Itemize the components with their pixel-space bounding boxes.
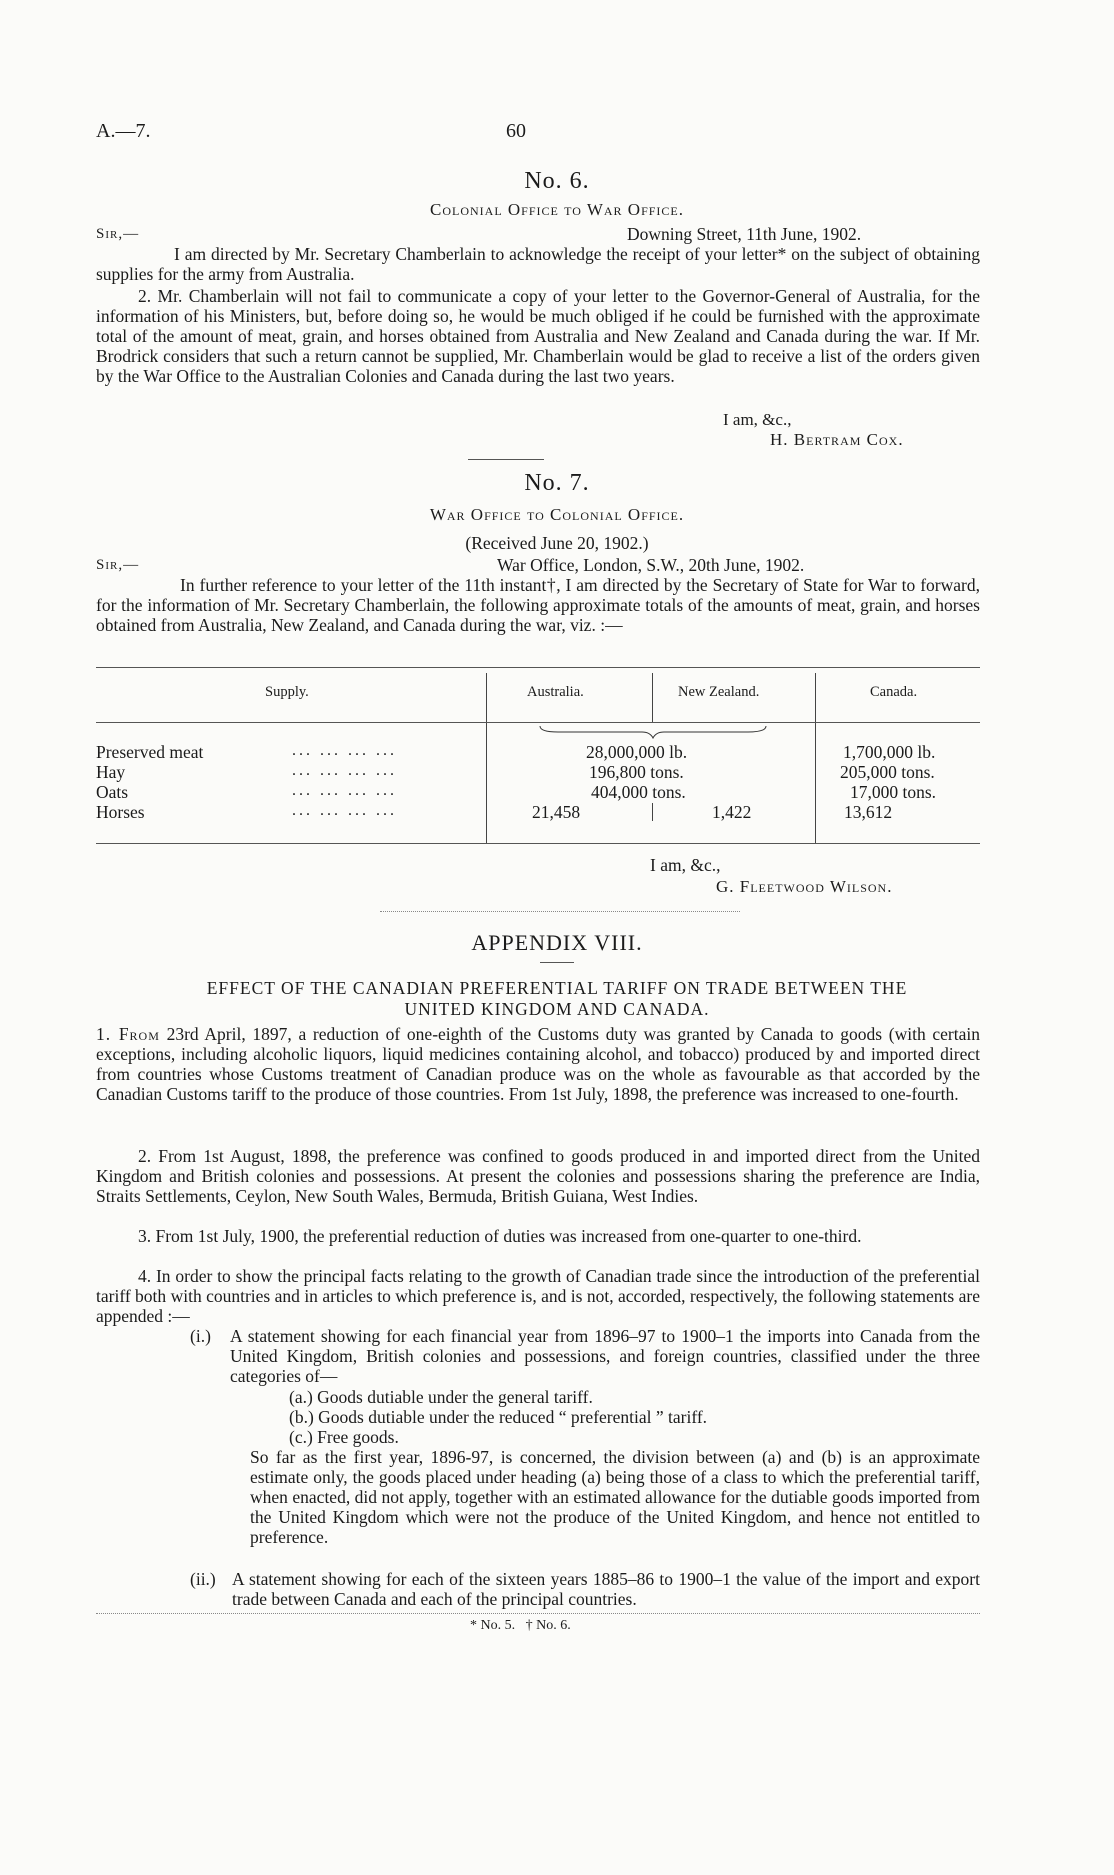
appendix-paragraph-1 bbox=[96, 1024, 980, 1104]
table-row-canada: 1,700,000 lb. bbox=[843, 742, 936, 762]
category-a: (a.) Goods dutiable under the general tariff. bbox=[289, 1387, 593, 1407]
combined-brace bbox=[538, 724, 768, 740]
letter-6-heading: Colonial Office to War Office. bbox=[429, 200, 684, 219]
letter-6-paragraph-2: 2. Mr. Chamberlain will not fail to communicate a copy of your letter to the Governor-General of Australia, for the information of his Ministers, but, before doing so, he would be much obliged if he could be furnished with the approximate total of the amount of meat, grain, and horses obtained from Australia and New Zealand and Canada during the war. If Mr. Brodrick considers that such a return cannot be supplied, Mr. Chamberlain would be glad to receive a list of the orders given by the War Office to the Australian Colonies and Canada during the last two years. bbox=[96, 286, 980, 386]
paragraph-1-lead: 1. From bbox=[96, 1024, 160, 1044]
page-number: 60 bbox=[506, 120, 526, 142]
section-divider bbox=[380, 911, 740, 912]
table-row-combined: 196,800 tons. bbox=[589, 762, 684, 782]
table-row-supply: Preserved meat bbox=[96, 742, 204, 762]
table-row-australia: 21,458 bbox=[532, 802, 581, 822]
item-ii-text: A statement showing for each of the sixteen years 1885–86 to 1900–1 the value of the import and export trade between Canada and each of the principal countries. bbox=[232, 1569, 980, 1609]
table-row-canada: 13,612 bbox=[844, 802, 893, 822]
letter-7-heading: War Office to Colonial Office. bbox=[429, 505, 685, 524]
appendix-paragraph-4: 4. In order to show the principal facts relating to the growth of Canadian trade since the introduction of the preferential tariff both with countries and in articles to which preference is, and is not, accorded, respectively, the following statements are appended :— bbox=[96, 1266, 980, 1326]
item-i-label: (i.) bbox=[190, 1326, 211, 1346]
table-row-new-zealand: 1,422 bbox=[712, 802, 752, 822]
footnote: * No. 5. † No. 6. bbox=[470, 1618, 571, 1633]
first-year-note: So far as the first year, 1896-97, is concerned, the division between (a) and (b) is an approximate estimate only, the goods placed under heading (a) being those of a class to which the preferential tariff, when enacted, did not apply, together with an estimated allowance for the dutiable goods imported from the United Kingdom which were not the produce of the United Kingdom, and hence not entitled to preference. bbox=[250, 1447, 980, 1547]
category-b: (b.) Goods dutiable under the reduced “ preferential ” tariff. bbox=[289, 1407, 708, 1427]
table-row-supply: Oats bbox=[96, 782, 129, 802]
category-c: (c.) Free goods. bbox=[289, 1427, 399, 1447]
letter-6-signature: H. Bertram Cox. bbox=[770, 430, 904, 449]
table-row-supply: Horses bbox=[96, 802, 145, 822]
table-header-rule bbox=[96, 722, 980, 723]
letter-7-closing: I am, &c., bbox=[650, 855, 721, 875]
table-header-new-zealand: New Zealand. bbox=[678, 684, 760, 700]
item-ii-label: (ii.) bbox=[190, 1569, 216, 1589]
item-i-text: A statement showing for each financial year from 1896–97 to 1900–1 the imports into Canada from the United Kingdom, British colonies and possessions, and foreign countries, classified under the three categories of— bbox=[230, 1326, 980, 1386]
separator-rule bbox=[468, 459, 544, 460]
table-row-canada: 17,000 tons. bbox=[850, 782, 937, 802]
letter-number-7: No. 7. bbox=[524, 470, 590, 496]
table-top-rule bbox=[96, 667, 980, 668]
letter-7-salutation: Sir,— bbox=[96, 557, 140, 573]
table-row-combined: 28,000,000 lb. bbox=[586, 742, 688, 762]
table-header-canada: Canada. bbox=[870, 684, 918, 700]
letter-6-closing: I am, &c., bbox=[723, 410, 792, 429]
appendix-title: APPENDIX VIII. bbox=[471, 930, 643, 955]
paragraph-1-text: 23rd April, 1897, a reduction of one-eighth of the Customs duty was granted by Canada to goods (with certain exceptions, including alcoholic liquors, liquid medicines containing alcohol, and tobacco) produced by and imported direct from countries whose Customs treatment of Canadian produce was on the whole as favourable as that accorded by the Canadian Customs tariff to the produce of those countries. From 1st July, 1898, the preference was increased to one-fourth. bbox=[96, 1024, 980, 1104]
appendix-paragraph-2: 2. From 1st August, 1898, the preference was confined to goods produced in and imported direct from the United Kingdom and British colonies and possessions. At present the colonies and possessions sharing the preference are India, Straits Settlements, Ceylon, New South Wales, Bermuda, British Guiana, West Indies. bbox=[96, 1146, 980, 1206]
table-divider-canada bbox=[815, 673, 816, 843]
appendix-subtitle-line-2: UNITED KINGDOM AND CANADA. bbox=[404, 999, 710, 1019]
table-header-supply: Supply. bbox=[265, 684, 309, 700]
table-row-supply: Hay bbox=[96, 762, 126, 782]
leader-dots: ... ... ... ... bbox=[292, 742, 397, 759]
table-row-combined: 404,000 tons. bbox=[591, 782, 686, 802]
table-divider-supply bbox=[486, 673, 487, 843]
letter-7-signature: G. Fleetwood Wilson. bbox=[716, 877, 893, 896]
letter-6-paragraph-1: I am directed by Mr. Secretary Chamberlain to acknowledge the receipt of your letter* on the subject of obtaining supplies for the army from Australia. bbox=[96, 244, 980, 284]
leader-dots: ... ... ... ... bbox=[292, 802, 397, 819]
table-divider-australia bbox=[652, 673, 653, 723]
letter-6-salutation: Sir,— bbox=[96, 226, 140, 242]
letter-number-6: No. 6. bbox=[524, 168, 590, 194]
letter-7-received: (Received June 20, 1902.) bbox=[465, 533, 649, 553]
appendix-paragraph-3: 3. From 1st July, 1900, the preferential reduction of duties was increased from one-quarter to one-third. bbox=[138, 1226, 862, 1246]
title-rule bbox=[540, 962, 574, 963]
letter-6-address-date: Downing Street, 11th June, 1902. bbox=[627, 224, 862, 244]
table-row-canada: 205,000 tons. bbox=[840, 762, 935, 782]
leader-dots: ... ... ... ... bbox=[292, 762, 397, 779]
letter-7-paragraph-1: In further reference to your letter of the 11th instant†, I am directed by the Secretary of State for War to forward, for the information of Mr. Secretary Chamberlain, the following approximate totals of the amounts of meat, grain, and horses obtained from Australia, New Zealand, and Canada during the war, viz. :— bbox=[96, 575, 980, 635]
letter-7-address-date: War Office, London, S.W., 20th June, 1902. bbox=[497, 555, 805, 575]
appendix-subtitle-line-1: EFFECT OF THE CANADIAN PREFERENTIAL TARIFF ON TRADE BETWEEN THE bbox=[206, 978, 908, 998]
table-header-australia: Australia. bbox=[527, 684, 584, 700]
leader-dots: ... ... ... ... bbox=[292, 782, 397, 799]
document-reference: A.—7. bbox=[96, 120, 151, 142]
horses-divider bbox=[652, 803, 653, 821]
table-bottom-rule bbox=[96, 843, 980, 844]
footnote-rule bbox=[96, 1613, 980, 1614]
